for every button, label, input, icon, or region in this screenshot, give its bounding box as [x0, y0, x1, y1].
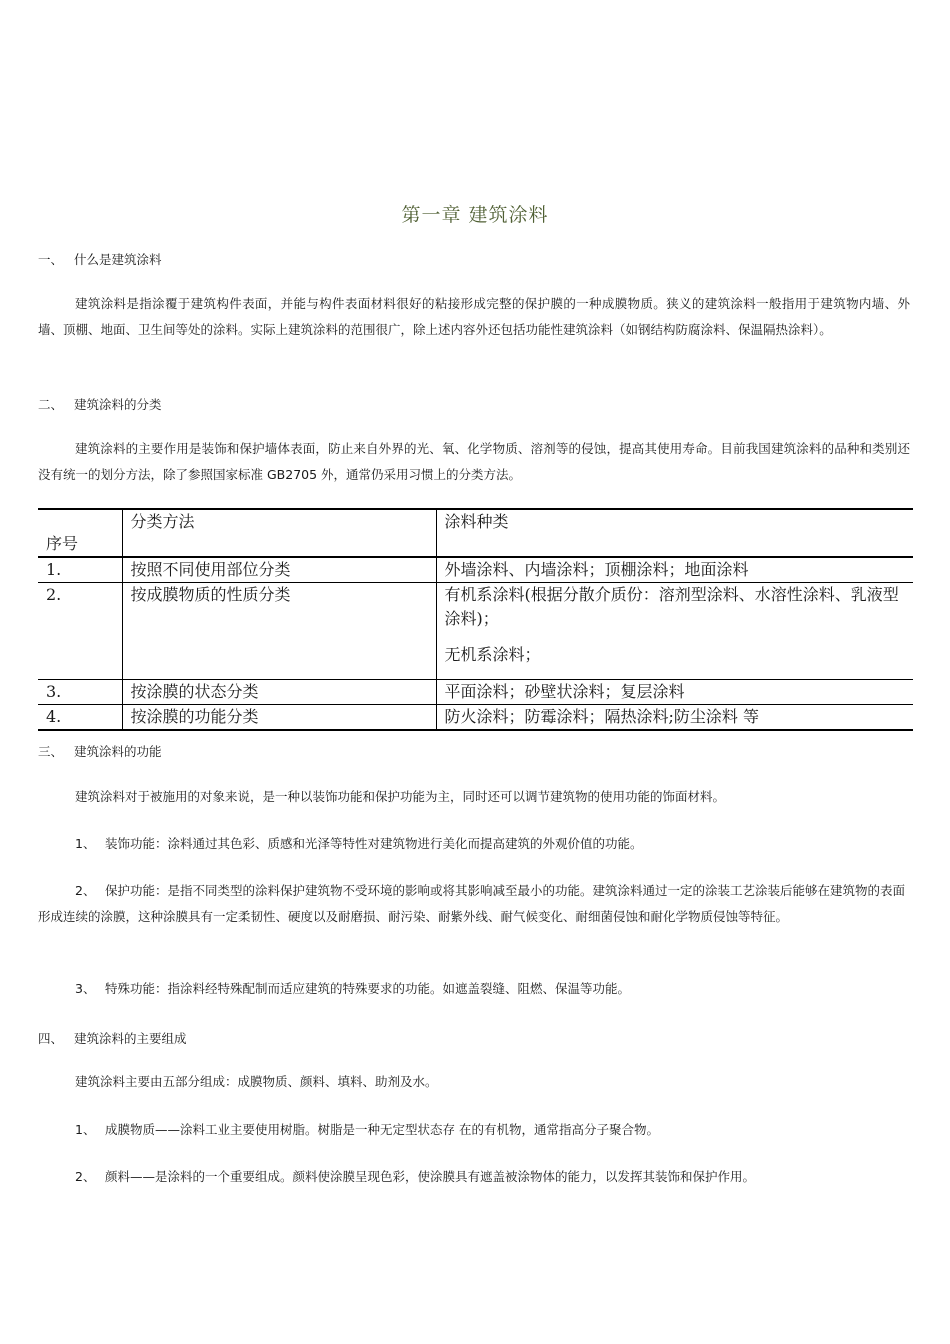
cell-no: 1. — [38, 557, 122, 583]
item-text: 成膜物质——涂料工业主要使用树脂。树脂是一种无定型状态存 在的有机物，通常指高分子聚合物。 — [105, 1122, 659, 1137]
section-heading-1 — [38, 250, 162, 268]
header-cell-types: 涂料种类 — [436, 509, 913, 557]
list-item-function-2 — [38, 878, 910, 930]
item-text: 颜料——是涂料的一个重要组成。颜料使涂膜呈现色彩，使涂膜具有遮盖被涂物体的能力，以发挥其装饰和保护作用。 — [105, 1169, 756, 1184]
cell-method: 按涂膜的状态分类 — [122, 680, 436, 705]
cell-method: 按涂膜的功能分类 — [122, 705, 436, 731]
paragraph-composition: 建筑涂料主要由五部分组成：成膜物质、颜料、填料、助剂及水。 — [75, 1074, 438, 1089]
list-item-composition-1 — [75, 1117, 659, 1143]
cell-types — [436, 583, 913, 680]
table-row — [38, 583, 913, 680]
section-number: 三、 — [38, 744, 64, 759]
section-heading-2 — [38, 395, 162, 413]
cell-method: 按照不同使用部位分类 — [122, 557, 436, 583]
table-row — [38, 557, 913, 583]
cell-types-line: 无机系涂料； — [444, 645, 541, 664]
section-title: 建筑涂料的主要组成 — [74, 1031, 187, 1046]
cell-types: 防火涂料；防霉涂料；隔热涂料;防尘涂料 等 — [436, 705, 913, 731]
section-title: 什么是建筑涂料 — [74, 252, 162, 267]
header-cell-method: 分类方法 — [122, 509, 436, 557]
item-number: 3、 — [75, 981, 96, 996]
list-item-composition-2 — [75, 1164, 755, 1190]
section-number: 四、 — [38, 1031, 64, 1046]
cell-types-line: 有机系涂料(根据分散介质份：溶剂型涂料、水溶性涂料、乳液型涂料)； — [444, 585, 899, 628]
item-number: 2、 — [75, 1169, 96, 1184]
cell-no: 3. — [38, 680, 122, 705]
cell-no: 4. — [38, 705, 122, 731]
cell-types: 平面涂料；砂壁状涂料；复层涂料 — [436, 680, 913, 705]
cell-method: 按成膜物质的性质分类 — [122, 583, 436, 680]
item-text: 特殊功能：指涂料经特殊配制而适应建筑的特殊要求的功能。如遮盖裂缝、阻燃、保温等功能。 — [105, 981, 631, 996]
table-row — [38, 705, 913, 731]
section-title: 建筑涂料的功能 — [74, 744, 162, 759]
item-text: 保护功能：是指不同类型的涂料保护建筑物不受环境的影响或将其影响减至最小的功能。建筑涂料通过一定的涂装工艺涂装后能够在建筑物的表面形成连续的涂膜，这种涂膜具有一定柔韧性、硬度以及耐磨损、耐污染、耐紫外线、耐气候变化、耐细菌侵蚀和耐化学物质侵蚀等特征。 — [38, 883, 906, 924]
section-number: 二、 — [38, 397, 64, 412]
list-item-function-1 — [75, 831, 643, 857]
list-item-function-3 — [75, 976, 630, 1002]
item-number: 1、 — [75, 1122, 96, 1137]
table-header-row — [38, 509, 913, 557]
item-text: 装饰功能：涂料通过其色彩、质感和光泽等特性对建筑物进行美化而提高建筑的外观价值的功能。 — [105, 836, 643, 851]
classification-table — [38, 508, 913, 731]
section-heading-3 — [38, 742, 162, 760]
paragraph-function: 建筑涂料对于被施用的对象来说，是一种以装饰功能和保护功能为主，同时还可以调节建筑物的使用功能的饰面材料。 — [75, 789, 726, 804]
paragraph-definition: 建筑涂料是指涂覆于建筑构件表面，并能与构件表面材料很好的粘接形成完整的保护膜的一种成膜物质。狭义的建筑涂料一般指用于建筑物内墙、外墙、顶棚、地面、卫生间等处的涂料。实际上建筑涂料的范围很广，除上述内容外还包括功能性建筑涂料（如钢结构防腐涂料、保温隔热涂料）。 — [38, 296, 910, 337]
table-row — [38, 680, 913, 705]
item-number: 1、 — [75, 836, 96, 851]
section-number: 一、 — [38, 252, 64, 267]
item-number: 2、 — [75, 883, 96, 898]
section-heading-4 — [38, 1029, 187, 1047]
header-cell-no: 序号 — [38, 509, 122, 557]
cell-no: 2. — [38, 583, 122, 680]
cell-types: 外墙涂料、内墙涂料；顶棚涂料；地面涂料 — [436, 557, 913, 583]
section-title: 建筑涂料的分类 — [74, 397, 162, 412]
chapter-title: 第一章 建筑涂料 — [401, 204, 549, 226]
paragraph-classification: 建筑涂料的主要作用是装饰和保护墙体表面，防止来自外界的光、氧、化学物质、溶剂等的侵蚀，提高其使用寿命。目前我国建筑涂料的品种和类别还没有统一的划分方法，除了参照国家标准 GB2705 外，通常仍采用习惯上的分类方法。 — [38, 441, 910, 482]
